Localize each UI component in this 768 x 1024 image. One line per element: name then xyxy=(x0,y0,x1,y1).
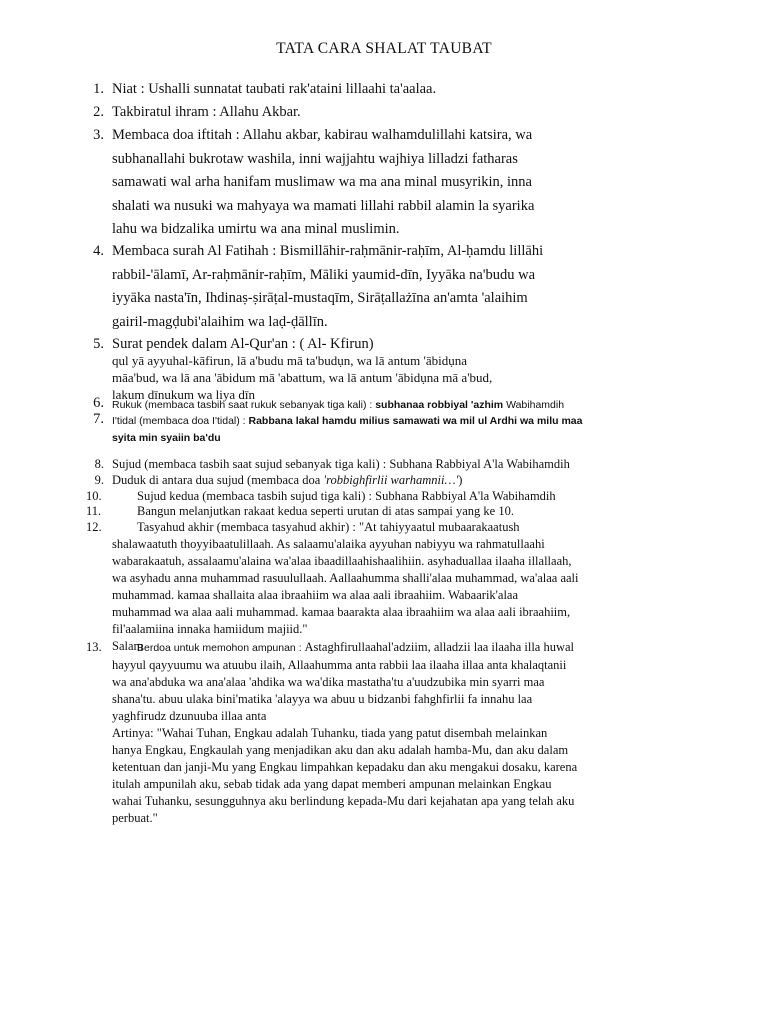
item-line: Tasyahud akhir (membaca tasyahud akhir) : "At tahiyyaatul mubaarakaatush xyxy=(137,520,520,534)
item-number: 7. xyxy=(93,411,104,427)
item-text xyxy=(137,503,677,520)
item-text-bold: Rabbana lakal hamdu milius samawati wa mil ul Ardhi wa milu maa xyxy=(248,415,583,427)
item-text xyxy=(112,519,672,655)
item-line: lakum dīnukum wa liya dīn xyxy=(112,386,255,402)
item-line: wabarakaatuh, assalaamu'alaina wa'alaa ibaadillaahishaalihiin. asyhaduallaa ilaaha illallaah, xyxy=(112,554,572,568)
item-number: 6. xyxy=(93,395,104,411)
item-number: 13. xyxy=(86,640,102,654)
item-line: Bangun melanjutkan rakaat kedua seperti urutan di atas sampai yang ke 10. xyxy=(137,504,514,518)
item-line: ketentuan dan janji-Mu yang Engkau limpahkan kepadaku dan aku mengakui dosaku, karena xyxy=(112,760,578,774)
item-text xyxy=(112,639,672,827)
item-text xyxy=(112,101,672,125)
item-line: lahu wa bidzalika umirtu wa ana minal muslimin. xyxy=(112,221,400,237)
item-text xyxy=(112,78,672,102)
item-line: hanya Engkau, Engkaulah yang menjadikan aku dan aku adalah hamba-Mu, dan aku dalam xyxy=(112,743,569,757)
item-line: rabbil-'ālamī, Ar-raḥmānir-raḥīm, Māliki yaumid-dīn, Iyyāka na'budu wa xyxy=(112,266,535,283)
item-line: samawati wal arha hanifam muslimaw wa ma ana minal musyrikin, inna xyxy=(112,174,532,190)
item-text-prefix: Berdoa untuk memohon ampunan : xyxy=(137,642,305,654)
item-line: iyyāka nasta'īn, Ihdinaṣ-ṣirāṭal-mustaqīm, Sirāṭallażīna an'amta 'alaihim xyxy=(112,290,528,306)
item-text xyxy=(112,240,672,334)
item-number: 10. xyxy=(86,489,102,503)
item-text xyxy=(112,472,672,489)
item-text xyxy=(112,124,672,242)
item-line: māa'bud, wa lā ana 'ābidum mā 'abattum, wa lā antum 'ābidụna mā a'bud, xyxy=(112,369,493,385)
item-number: 1. xyxy=(93,81,104,97)
item-line: Sujud kedua (membaca tasbih sujud tiga kali) : Subhana Rabbiyal A'la Wabihamdih xyxy=(137,489,556,503)
item-line: muhammad wa alaa aali muhammad. kamaa baarakta alaa ibraahiim wa alaa aali ibraahiim, xyxy=(112,605,571,619)
item-text-suffix: Wabihamdih xyxy=(503,399,565,411)
item-line: wa ana'abduka wa ana'alaa 'ahdika wa wa'dika mastatha'tu a'uudzubika min syarri maa xyxy=(112,675,545,689)
item-line: Takbiratul ihram : Allahu Akbar. xyxy=(112,104,301,120)
item-number: 8. xyxy=(94,457,104,471)
item-line: shalati wa nusuki wa mahyaya wa mamati lillahi rabbil alamin la syarika xyxy=(112,197,535,214)
item-line: subhanallahi bukrotaw washila, inni wajjahtu wajhiya lilladzi fatharas xyxy=(112,150,518,167)
item-line: wa asyhadu anna muhammad rasuulullaah. Aallaahumma shalli'alaa muhammad, wa'alaa aali xyxy=(112,571,579,585)
item-text-prefix: Duduk di antara dua sujud (membaca doa xyxy=(112,473,324,487)
item-line: Surat pendek dalam Al-Qur'an : ( Al- Kfirun) xyxy=(112,336,374,352)
item-number: 3. xyxy=(93,127,104,143)
item-text-bold: syita min syaiin ba'du xyxy=(112,432,221,444)
item-text xyxy=(112,411,672,447)
item-line: Membaca surah Al Fatihah : Bismillāhir-raḥmānir-raḥīm, Al-ḥamdu lillāhi xyxy=(112,243,544,259)
item-text xyxy=(112,333,672,403)
item-number: 11. xyxy=(86,504,102,518)
item-line: Salam xyxy=(112,639,144,653)
item-text xyxy=(112,456,672,473)
item-line: Astaghfirullaahal'adziim, alladzii laa ilaaha illa huwal xyxy=(304,640,575,654)
item-number: 12. xyxy=(86,520,102,534)
item-line: hayyul qayyuumu wa atuubu ilaih, Allaahumma anta rabbii laa ilaaha illaa anta khalaqtanii xyxy=(112,658,567,672)
item-line: Membaca doa iftitah : Allahu akbar, kabirau walhamdulillahi katsira, wa xyxy=(112,127,533,143)
item-line: shana'tu. abuu ulaka bini'matika 'alayya wa abuu u bidzanbi fahghfirlii fa innahu laa xyxy=(112,692,533,706)
item-line: qul yā ayyuhal-kāfirun, lā a'budu mā ta'budụn, wa lā antum 'ābidụna xyxy=(112,352,468,368)
item-line: shalawaatuth thoyyibaatulillaah. As salaamu'alaika ayyuhan nabiyyu wa rahmatullaahi xyxy=(112,537,545,551)
item-text-suffix: ) xyxy=(458,473,463,487)
item-number: 2. xyxy=(93,104,104,120)
item-text-italic: 'robbighfirlii warhamnii…' xyxy=(323,473,459,487)
item-line: Niat : Ushalli sunnatat taubati rak'ataini lillaahi ta'aalaa. xyxy=(112,81,437,97)
item-line: yaghfirudz dzunuuba illaa anta xyxy=(112,709,267,723)
item-number: 5. xyxy=(93,336,104,352)
item-line: gairil-magḍubi'alaihim wa laḍ-ḍāllīn. xyxy=(112,313,328,330)
item-number: 9. xyxy=(94,473,104,487)
item-text-bold: subhanaa robbiyal 'azhim xyxy=(375,399,504,411)
document-title: TATA CARA SHALAT TAUBAT xyxy=(276,40,492,57)
item-line: perbuat." xyxy=(112,811,158,825)
item-line: Sujud (membaca tasbih saat sujud sebanyak tiga kali) : Subhana Rabbiyal A'la Wabihamdih xyxy=(112,457,570,471)
item-line: itulah ampunilah aku, sebab tidak ada yang dapat memberi ampunan melainkan Engkau xyxy=(112,777,552,791)
item-line: fil'aalamiina innaka hamiidum majiid." xyxy=(112,622,308,636)
item-text-prefix: I'tidal (membaca doa I'tidal) : xyxy=(112,415,249,427)
item-number: 4. xyxy=(93,243,104,259)
item-line: Artinya: "Wahai Tuhan, Engkau adalah Tuhanku, tiada yang patut disembah melainkan xyxy=(112,726,548,740)
item-text-prefix: Rukuk (membaca tasbih saat rukuk sebanyak tiga kali) : xyxy=(112,399,376,411)
item-line: muhammad. kamaa shallaita alaa ibraahiim wa alaa aali ibraahiim. Wabaarik'alaa xyxy=(112,588,519,602)
item-line: wahai Tuhanku, sesungguhnya aku berlindung kepada-Mu dari kejahatan apa yang telah aku xyxy=(112,794,575,808)
